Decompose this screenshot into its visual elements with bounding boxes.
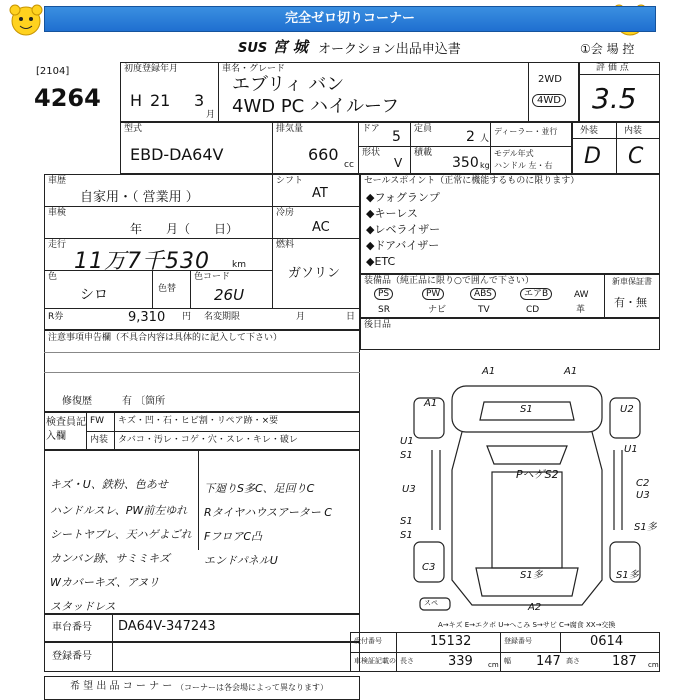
sales-point-4: ◆ドアバイザー: [366, 239, 440, 252]
handle-label: ハンドル 左・右: [494, 161, 553, 170]
name-change-day: 日: [346, 312, 356, 322]
shape-value: V: [394, 156, 403, 170]
reception-label1: 受付番号: [354, 637, 382, 645]
length-unit: cm: [488, 661, 499, 669]
diagram-mark-10: S1: [400, 516, 413, 527]
dealer-label: ディーラー・並行: [494, 127, 558, 136]
doors-value: 5: [392, 129, 401, 145]
load-label: 積載: [414, 148, 433, 158]
note-right-1: 下廻りS多C、足回りC: [204, 482, 315, 495]
history-value: 自家用・（ 営業用 ）: [80, 190, 199, 205]
inspection-label: 車検: [48, 208, 67, 218]
inspector-fw-items: キズ・凹・石・ヒビ割・リペア跡・×要: [118, 416, 279, 426]
reception-value1: 15132: [430, 634, 472, 649]
equip-airbag: エアB: [520, 288, 552, 300]
equip-pw: PW: [422, 288, 444, 300]
model-line2: 4WD PC ハイルーフ: [232, 96, 400, 117]
diagram-mark-7: S1: [400, 450, 413, 461]
history-label: 車歴: [48, 176, 67, 186]
inspector-label: 検査員記入欄: [46, 417, 86, 442]
color-code-label: 色コード: [194, 272, 231, 282]
first-reg-label: 初度登録年月: [124, 64, 179, 74]
displacement-value: 660: [308, 145, 339, 164]
diagram-mark-8: U1: [624, 444, 638, 455]
diagram-mark-13: C2: [636, 478, 650, 489]
diagram-legend: A→キズ E→エクボ U→へこみ S→サビ C→腐食 XX→交換: [438, 621, 616, 629]
sales-points-label: セールスポイント（正常に機能するものに限ります）: [364, 176, 580, 186]
length-value: 339: [448, 654, 473, 669]
note-left-2: ハンドルスレ、PW前左ゆれ: [50, 504, 188, 517]
equip-leather: 革: [576, 305, 586, 315]
note-right-2: Rタイヤハウスアーター C: [204, 506, 332, 519]
recycle-value: 9,310: [128, 310, 166, 325]
sales-point-5: ◆ETC: [366, 255, 396, 268]
capacity-unit: 人: [480, 134, 490, 144]
first-reg-year: 21: [150, 91, 171, 110]
diagram-mark-12: PヘゲS2: [516, 468, 559, 481]
drive-2wd: 2WD: [538, 74, 562, 85]
diagram-mark-6: U1: [400, 436, 414, 447]
diagram-mark-15: S1多: [634, 522, 657, 533]
grade-value: 3.5: [592, 82, 637, 115]
repair-label: 修復歴: [62, 396, 92, 407]
inspector-fw: FW: [90, 416, 105, 426]
length-label: 長さ: [400, 657, 414, 665]
capacity-value: 2: [466, 129, 475, 145]
sales-point-3: ◆レベライザー: [366, 223, 441, 236]
fuel-label: 燃料: [276, 240, 295, 250]
recycle-label: R券: [48, 312, 64, 322]
reception-value2: 0614: [590, 634, 624, 649]
warranty-value: 有・無: [614, 296, 647, 309]
displacement-label: 排気量: [276, 124, 304, 134]
sales-point-1: ◆フォグランプ: [366, 191, 440, 204]
diagram-mark-3: A1: [424, 398, 438, 409]
height-unit: cm: [648, 661, 659, 669]
diagram-mark-14: U3: [636, 490, 650, 501]
load-value: 350: [452, 155, 479, 171]
recycle-unit: 円: [182, 312, 192, 322]
sales-point-2: ◆キーレス: [366, 207, 418, 220]
ext-label: 外装: [580, 126, 599, 136]
equipment-label: 装備品（純正品に限り○で囲んで下さい）: [364, 276, 534, 286]
model-label: 車名・グレード: [222, 64, 286, 74]
name-change-label: 名変期限: [204, 312, 241, 322]
reg-number-label: 登録番号: [52, 651, 92, 662]
equip-aw: AW: [574, 290, 589, 300]
diagram-mark-9: U3: [402, 484, 416, 495]
diagram-mark-2: A1: [564, 366, 578, 377]
equip-navi: ナビ: [428, 305, 447, 315]
note-left-1: キズ・U、鉄粉、色あせ: [50, 478, 168, 491]
note-left-4: カンバン跡、サミミキズ: [50, 552, 171, 565]
color-label: 色: [48, 272, 58, 282]
first-reg-era: H: [130, 91, 143, 110]
warranty-label: 新車保証書: [612, 277, 652, 286]
doors-label: ドア: [362, 124, 380, 134]
reception-label2: 登録番号: [504, 637, 532, 645]
mileage-unit: km: [232, 260, 246, 270]
year-code: [2104]: [36, 66, 70, 77]
notes-label: 注意事項申告欄（不具合内容は具体的に記入して下さい）: [48, 333, 283, 343]
color-value: シロ: [80, 287, 108, 303]
int-value: C: [628, 144, 644, 169]
load-unit: kg: [480, 161, 490, 170]
repaint-label: 色替: [158, 284, 177, 294]
mascot-left-icon: [8, 4, 44, 38]
diagram-mark-11: S1: [400, 530, 413, 541]
equip-ps: PS: [374, 288, 393, 300]
ext-value: D: [584, 144, 601, 169]
equip-sr: SR: [378, 305, 390, 315]
fuel-value: ガソリン: [288, 266, 341, 281]
int-label: 内装: [624, 126, 643, 136]
diagram-mark-17: C3: [422, 562, 436, 573]
diagram-mark-18: S1多: [616, 570, 639, 581]
rear-seat-box: [360, 318, 660, 350]
shift-value: AT: [312, 186, 328, 201]
mileage-value: 11万7千530: [74, 249, 210, 274]
drive-4wd-circled: 4WD: [532, 94, 566, 107]
inspector-interior: 内装: [90, 435, 109, 445]
diagram-mark-16: S1多: [520, 570, 543, 581]
repair-value: 有 〔箇所: [122, 396, 166, 407]
shape-label: 形状: [362, 148, 381, 158]
inspection-value: 年 月（ 日）: [130, 222, 239, 236]
lot-number: 4264: [34, 84, 101, 112]
chassis-label: 車台番号: [52, 622, 92, 633]
model-line1: エブリィ バン: [232, 74, 345, 95]
wish-corner-label: 希 望 出 品 コ ー ナ ー: [70, 681, 173, 692]
note-right-4: エンドパネルU: [204, 554, 278, 567]
equip-abs: ABS: [470, 288, 496, 300]
diagram-mark-19: A2: [528, 602, 542, 613]
color-code-value: 26U: [214, 286, 245, 304]
form-title: オークション出品申込書: [318, 42, 461, 57]
rear-seat-label: 後日品: [364, 320, 392, 330]
name-change-month: 月: [296, 312, 306, 322]
diagram-mark-4: S1: [520, 404, 533, 415]
width-label: 幅: [504, 657, 511, 665]
height-value: 187: [612, 654, 637, 669]
banner-title: 完全ゼロ切りコーナー: [44, 6, 656, 32]
width-value: 147: [536, 654, 561, 669]
first-reg-month-unit: 月: [206, 110, 216, 120]
note-left-5: Wカバーキズ、アヌリ: [50, 576, 160, 589]
model-year-label: モデル年式: [494, 149, 534, 158]
chassis-value: DA64V-347243: [118, 619, 216, 634]
type-value: EBD-DA64V: [130, 145, 224, 164]
aircon-value: AC: [312, 220, 330, 235]
brand-logo: SUS 宮 城: [238, 38, 308, 56]
capacity-label: 定員: [414, 124, 433, 134]
diagram-mark-5: U2: [620, 404, 634, 415]
type-label: 型式: [124, 124, 143, 134]
wish-corner-note: （コーナーは各会場によって異なります）: [176, 683, 328, 692]
displacement-unit: cc: [344, 160, 354, 170]
height-label: 高さ: [566, 657, 580, 665]
note-left-3: シートヤブレ、天ハゲよごれ: [50, 528, 192, 541]
dims-label: 車検証記載の: [354, 657, 396, 665]
first-reg-month: 3: [194, 91, 205, 110]
venue-copy-label: ①会 場 控: [580, 42, 635, 56]
aircon-label: 冷房: [276, 208, 295, 218]
grade-label: 評 価 点: [596, 63, 629, 73]
note-left-6: スタッドレス: [50, 600, 116, 613]
equip-tv: TV: [478, 305, 490, 315]
shift-label: シフト: [276, 176, 304, 186]
note-right-3: FフロアC凸: [204, 530, 263, 543]
inspector-interior-items: タバコ・汚レ・コゲ・穴・スレ・キレ・破レ: [118, 435, 298, 445]
diagram-spare: スペ: [424, 599, 438, 607]
mileage-label: 走行: [48, 240, 67, 250]
diagram-mark-1: A1: [482, 366, 496, 377]
equip-cd: CD: [526, 305, 540, 315]
